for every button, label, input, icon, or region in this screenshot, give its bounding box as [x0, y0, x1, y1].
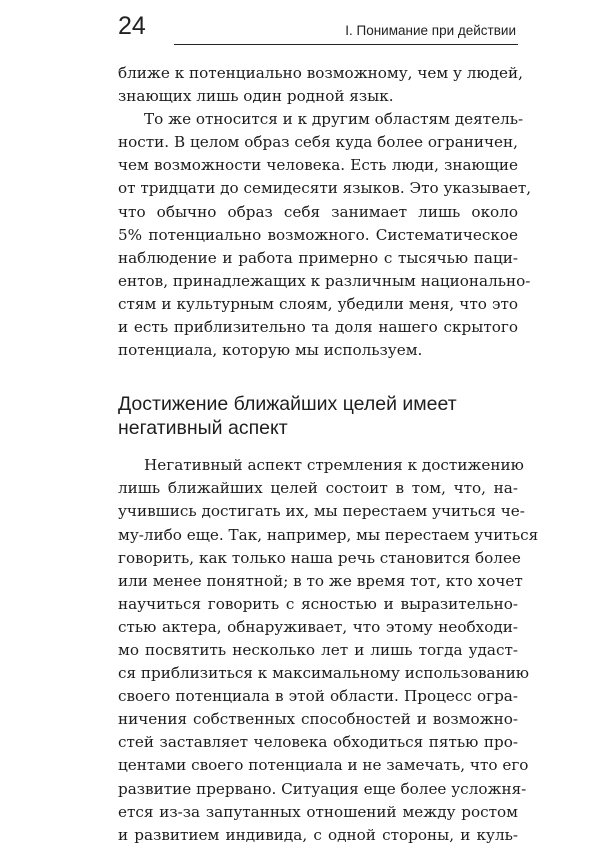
text-line: центами своего потенциала и не замечать, что его: [118, 756, 529, 775]
text-line: учившись достигать их, мы перестаем учиться че-: [118, 502, 525, 521]
text-line: Негативный аспект стремления к достижению: [144, 456, 524, 475]
text-line: ется из-за запутанных отношений между ростом: [118, 802, 518, 821]
heading-line: негативный аспект: [118, 417, 288, 440]
text-line: чем возможности человека. Есть люди, знающие: [118, 156, 518, 175]
text-line: мо посвятить несколько лет и лишь тогда удаст-: [118, 640, 518, 659]
section-heading: [118, 392, 518, 440]
text-line: говорить, как только наша речь становится более: [118, 548, 521, 567]
text-line: и есть приблизительно та доля нашего скрытого: [118, 318, 518, 337]
text-line: и развитием индивида, с одной стороны, и куль-: [118, 825, 518, 844]
text-line: научиться говорить с ясностью и выразительно-: [118, 594, 518, 613]
text-line: наблюдение и работа примерно с тысячью паци-: [118, 248, 518, 267]
text-line: ся приблизиться к максимальному использованию: [118, 664, 530, 683]
text-line: стей заставляет человека обходиться пятью про-: [118, 733, 518, 752]
header-rule: [174, 44, 518, 45]
text-line: от тридцати до семидесяти языков. Это указывает,: [118, 179, 532, 198]
text-line: му-либо еще. Так, например, мы перестаем учиться: [118, 525, 539, 544]
text-line: стью актера, обнаруживает, что этому необходи-: [118, 617, 518, 636]
text-line: знающих лишь один родной язык.: [118, 87, 394, 106]
page-number: 24: [118, 12, 146, 40]
text-line: или менее понятной; в то же время тот, кто хочет: [118, 571, 523, 590]
text-line: развитие прервано. Ситуация еще более усложня-: [118, 779, 527, 798]
page-body: [118, 62, 539, 847]
text-line: ности. В целом образ себя куда более ограничен,: [118, 133, 518, 152]
text-line: 5% потенциально возможного. Систематическое: [118, 225, 518, 244]
page-header: [118, 10, 518, 50]
text-line: лишь ближайших целей состоит в том, что, на-: [118, 479, 518, 498]
paragraph-2: [118, 108, 532, 362]
text-line: То же относится и к другим областям деятель-: [144, 110, 524, 129]
paragraph-3: [118, 454, 539, 847]
running-title: I. Понимание при действии: [345, 23, 516, 38]
paragraph-1: [118, 62, 523, 108]
text-line: своего потенциала в этой области. Процесс огра-: [118, 687, 518, 706]
text-line: что обычно образ себя занимает лишь около: [118, 202, 518, 221]
text-line: ближе к потенциально возможному, чем у людей,: [118, 64, 523, 82]
text-line: потенциала, которую мы используем.: [118, 341, 423, 360]
text-line: ничения собственных способностей и возможно-: [118, 710, 518, 729]
heading-line: Достижение ближайших целей имеет: [118, 393, 457, 416]
text-line: стям и культурным слоям, убедили меня, что это: [118, 294, 518, 313]
text-line: ентов, принадлежащих к различным национально-: [118, 271, 531, 290]
